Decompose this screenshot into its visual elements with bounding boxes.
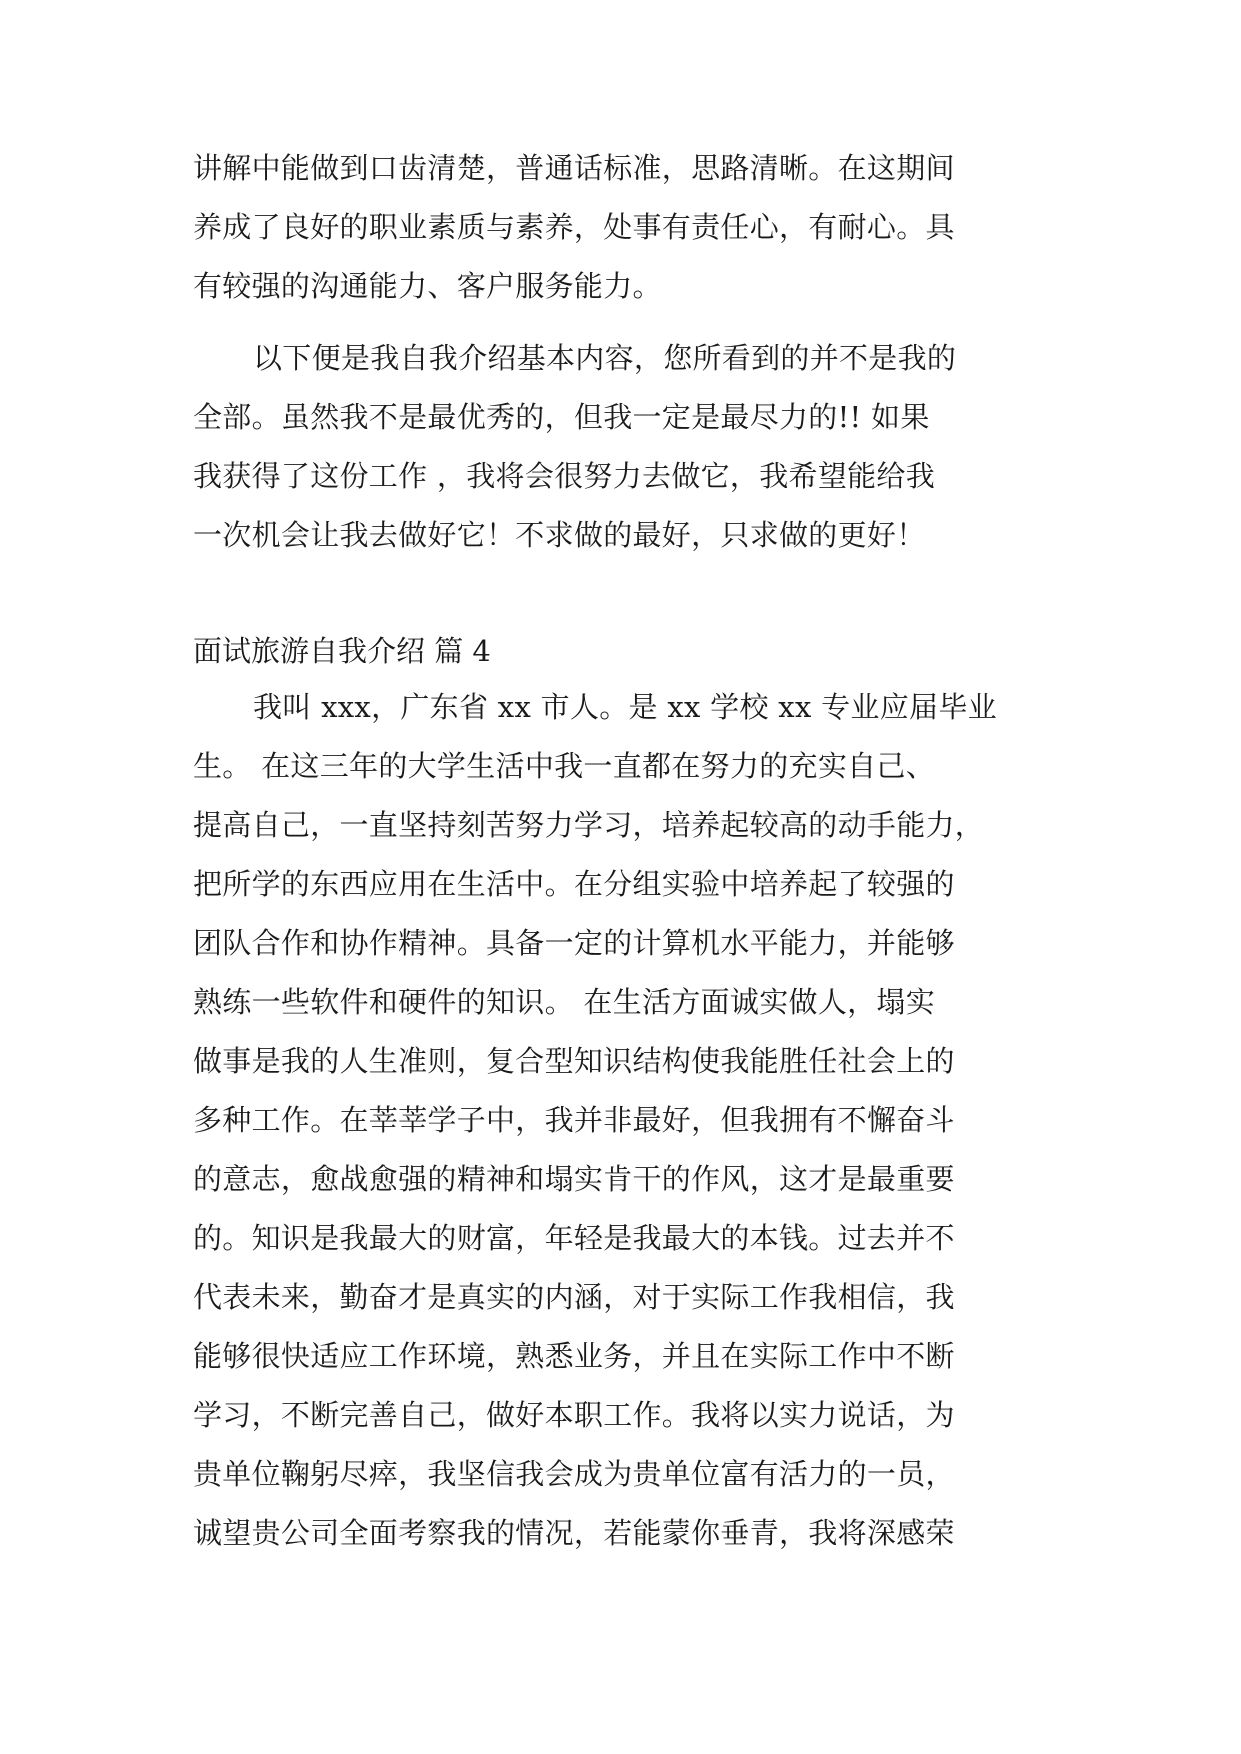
paragraph-line: 生。 在这三年的大学生活中我一直都在努力的充实自己、 <box>193 749 936 783</box>
paragraph-line: 有较强的沟通能力、客户服务能力。 <box>193 269 662 303</box>
paragraph-line: 一次机会让我去做好它！不求做的最好，只求做的更好！ <box>193 518 926 552</box>
paragraph-line: 提高自己，一直坚持刻苦努力学习，培养起较高的动手能力， <box>193 808 985 842</box>
paragraph-line: 讲解中能做到口齿清楚，普通话标准，思路清晰。在这期间 <box>193 151 955 185</box>
paragraph-line: 的意志，愈战愈强的精神和塌实肯干的作风，这才是最重要 <box>193 1162 955 1196</box>
paragraph-line: 贵单位鞠躬尽瘁，我坚信我会成为贵单位富有活力的一员， <box>193 1457 955 1491</box>
paragraph-line: 把所学的东西应用在生活中。在分组实验中培养起了较强的 <box>193 867 955 901</box>
paragraph-line: 团队合作和协作精神。具备一定的计算机水平能力，并能够 <box>193 926 955 960</box>
paragraph-line: 全部。虽然我不是最优秀的，但我一定是最尽力的!! 如果 <box>193 400 930 434</box>
paragraph-line: 多种工作。在莘莘学子中，我并非最好，但我拥有不懈奋斗 <box>193 1103 955 1137</box>
paragraph-line: 养成了良好的职业素质与素养，处事有责任心，有耐心。具 <box>193 210 955 244</box>
paragraph-line: 做事是我的人生准则，复合型知识结构使我能胜任社会上的 <box>193 1044 955 1078</box>
paragraph-line: 的。知识是我最大的财富，年轻是我最大的本钱。过去并不 <box>193 1221 955 1255</box>
section-heading: 面试旅游自我介绍 篇 4 <box>193 634 491 668</box>
paragraph-line: 熟练一些软件和硬件的知识。 在生活方面诚实做人，塌实 <box>193 985 936 1019</box>
paragraph-line: 我获得了这份工作 ，我将会很努力去做它，我希望能给我 <box>193 459 936 493</box>
paragraph-line: 以下便是我自我介绍基本内容，您所看到的并不是我的 <box>253 341 957 375</box>
paragraph-line: 诚望贵公司全面考察我的情况，若能蒙你垂青，我将深感荣 <box>193 1516 955 1550</box>
paragraph-line: 学习，不断完善自己，做好本职工作。我将以实力说话，为 <box>193 1398 955 1432</box>
paragraph-line: 代表未来，勤奋才是真实的内涵，对于实际工作我相信，我 <box>193 1280 955 1314</box>
paragraph-line: 能够很快适应工作环境，熟悉业务，并且在实际工作中不断 <box>193 1339 955 1373</box>
paragraph-line: 我叫 xxx，广东省 xx 市人。是 xx 学校 xx 专业应届毕业 <box>253 690 997 724</box>
